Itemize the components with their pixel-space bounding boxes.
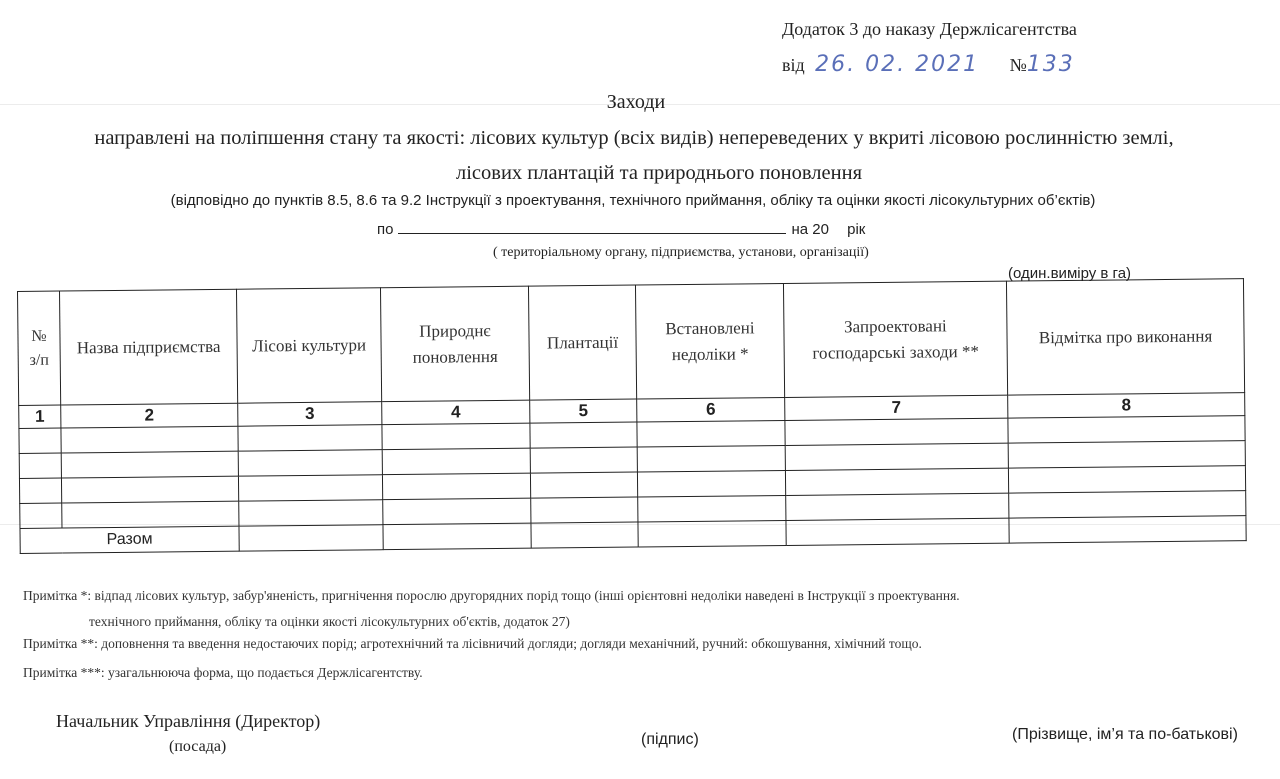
cell-natural-regeneration[interactable]: [383, 498, 531, 525]
col-number: 5: [530, 399, 637, 423]
po-label: по: [377, 221, 394, 238]
cell-natural-regeneration[interactable]: [382, 473, 530, 500]
cell-number[interactable]: [19, 478, 61, 503]
order-date-line: [782, 52, 1075, 77]
organization-hint: ( територіальному органу, підприємства, установи, організації): [493, 245, 869, 260]
col-header-defects: Встановлені недоліки *: [635, 283, 784, 399]
position-hint: (посада): [169, 738, 227, 755]
full-name-hint: (Прізвище, ім’я та по-батькові): [1012, 726, 1238, 743]
year-suffix: рік: [847, 221, 866, 238]
cell-plantations[interactable]: [530, 447, 637, 473]
order-reference: Додаток 3 до наказу Держлісагентства: [782, 19, 1077, 39]
total-plantations[interactable]: [531, 522, 638, 548]
cell-enterprise[interactable]: [61, 426, 238, 453]
document-subtitle-line2: лісових плантацій та природнього поновлення: [456, 162, 862, 184]
cell-forest-cultures[interactable]: [238, 475, 382, 502]
organization-line: [377, 219, 865, 238]
unit-of-measure: (один.виміру в га): [1008, 265, 1132, 282]
cell-plantations[interactable]: [530, 422, 637, 448]
col-header-plantations: Плантації: [528, 285, 636, 400]
cell-completion-mark[interactable]: [1008, 441, 1245, 468]
col-header-natural-regeneration: Природнє поновлення: [380, 286, 529, 402]
cell-defects[interactable]: [637, 470, 785, 497]
cell-enterprise[interactable]: [61, 451, 238, 478]
total-planned-measures[interactable]: [786, 518, 1009, 545]
total-natural-regeneration[interactable]: [383, 523, 531, 550]
cell-number[interactable]: [20, 503, 62, 528]
signature-hint: (підпис): [641, 731, 699, 748]
cell-planned-measures[interactable]: [785, 418, 1008, 445]
organization-field[interactable]: [398, 219, 786, 234]
cell-planned-measures[interactable]: [786, 493, 1009, 520]
number-prefix: №: [1009, 55, 1027, 75]
document-subtitle-line1: направлені на поліпшення стану та якості: лісових культур (всіх видів) непереведених у вкриті лісовою рослинністю землі,: [94, 127, 1174, 149]
col-number: 2: [61, 403, 238, 428]
cell-plantations[interactable]: [531, 497, 638, 523]
footnote-measures: Примітка **: доповнення та введення недостаючих порід; агротехнічний та лісівничий догляди; догляди механічний, ручний: обкошування, хімічний тощо.: [23, 636, 922, 651]
footnote-defects-continued: технічного приймання, обліку та оцінки якості лісокультурних об'єктів, додаток 27): [89, 614, 570, 629]
cell-enterprise[interactable]: [62, 501, 239, 528]
col-header-planned-measures: Запроектовані господарські заходи **: [783, 281, 1007, 397]
cell-completion-mark[interactable]: [1008, 466, 1245, 493]
cell-natural-regeneration[interactable]: [382, 423, 530, 450]
cell-number[interactable]: [19, 428, 61, 453]
total-defects[interactable]: [638, 520, 786, 547]
date-prefix: від: [782, 55, 805, 75]
col-number: 6: [637, 397, 785, 422]
cell-plantations[interactable]: [530, 472, 637, 498]
cell-completion-mark[interactable]: [1009, 491, 1246, 518]
cell-completion-mark[interactable]: [1008, 416, 1245, 443]
cell-number[interactable]: [19, 453, 61, 478]
col-header-enterprise: Назва підприємства: [60, 289, 238, 405]
col-number: 7: [785, 395, 1008, 420]
footnote-summary-form: Примітка ***: узагальнююча форма, що подається Держлісагентству.: [23, 665, 423, 680]
cell-forest-cultures[interactable]: [238, 450, 382, 477]
col-header-completion-mark: Відмітка про виконання: [1006, 279, 1244, 395]
col-number: 8: [1008, 393, 1245, 418]
cell-planned-measures[interactable]: [785, 468, 1008, 495]
cell-planned-measures[interactable]: [785, 443, 1008, 470]
number-value: 133: [1026, 52, 1075, 77]
legal-basis: (відповідно до пунктів 8.5, 8.6 та 9.2 Інструкції з проектування, технічного приймання, обліку та оцінки якості лісокультурних об’єктів): [170, 192, 1096, 209]
signatory-position: Начальник Управління (Директор): [56, 711, 321, 731]
cell-forest-cultures[interactable]: [238, 425, 382, 452]
document-title: Заходи: [606, 91, 666, 113]
measures-table-container: [17, 278, 1246, 554]
col-number: 4: [382, 400, 530, 425]
cell-enterprise[interactable]: [61, 476, 238, 503]
col-header-number: № з/п: [18, 291, 61, 405]
measures-table: [17, 278, 1247, 554]
cell-defects[interactable]: [638, 495, 786, 522]
col-number: 1: [19, 405, 61, 428]
cell-defects[interactable]: [637, 445, 785, 472]
cell-forest-cultures[interactable]: [239, 500, 383, 527]
footnote-defects: Примітка *: відпад лісових культур, забур'яненість, пригнічення порослю другорядних порід тощо (інші орієнтовні недоліки наведені в Інструкції з проектування.: [23, 588, 960, 603]
col-number: 3: [238, 402, 382, 427]
cell-defects[interactable]: [637, 420, 785, 447]
table-header-row: [18, 279, 1245, 406]
cell-natural-regeneration[interactable]: [382, 448, 530, 475]
total-label: Разом: [20, 526, 239, 553]
col-header-forest-cultures: Лісові культури: [236, 288, 381, 404]
year-label: на 20: [791, 221, 829, 238]
total-completion-mark[interactable]: [1009, 516, 1246, 543]
total-forest-cultures[interactable]: [239, 525, 383, 552]
date-value: 26. 02. 2021: [815, 52, 980, 77]
